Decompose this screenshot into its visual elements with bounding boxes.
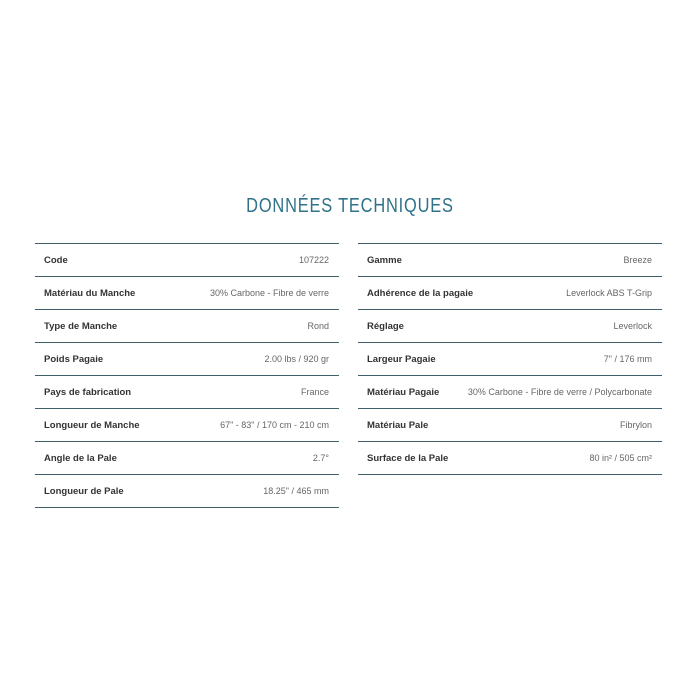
table-row (35, 475, 339, 508)
table-row (358, 376, 662, 409)
spec-label: Largeur Pagaie (367, 353, 436, 365)
spec-label: Matériau Pale (367, 419, 429, 431)
spec-label: Code (44, 254, 68, 266)
spec-label: Longueur de Manche (44, 419, 140, 431)
table-row (35, 343, 339, 376)
spec-value: Leverlock ABS T-Grip (566, 288, 652, 298)
spec-value: Leverlock (613, 321, 652, 331)
table-row (35, 376, 339, 409)
spec-label: Réglage (367, 320, 404, 332)
table-row (35, 277, 339, 310)
page-title: DONNÉES TECHNIQUES (246, 195, 454, 217)
spec-label: Longueur de Pale (44, 485, 124, 497)
spec-value: 30% Carbone - Fibre de verre / Polycarbonate (467, 387, 652, 397)
spec-label: Gamme (367, 254, 402, 266)
spec-value: 107222 (298, 255, 329, 265)
table-row (35, 409, 339, 442)
spec-label: Poids Pagaie (44, 353, 104, 365)
spec-value: 67" - 83" / 170 cm - 210 cm (220, 420, 329, 430)
spec-value: 7" / 176 mm (603, 354, 652, 364)
table-row (358, 244, 662, 277)
spec-label: Type de Manche (44, 320, 118, 332)
spec-value: 80 in² / 505 cm² (589, 453, 652, 463)
spec-value: Breeze (623, 255, 652, 265)
table-row (35, 244, 339, 277)
spec-label: Matériau du Manche (44, 287, 136, 299)
spec-value: Rond (307, 321, 329, 331)
table-row (35, 442, 339, 475)
spec-value: France (300, 387, 329, 397)
specs-table-right (358, 243, 662, 475)
table-row (358, 310, 662, 343)
table-row (358, 343, 662, 376)
spec-value: 30% Carbone - Fibre de verre (209, 288, 329, 298)
specs-table-left (35, 243, 339, 508)
table-row (35, 310, 339, 343)
spec-value: 18.25" / 465 mm (263, 486, 329, 496)
spec-label: Surface de la Pale (367, 452, 449, 464)
table-row (358, 409, 662, 442)
spec-label: Pays de fabrication (44, 386, 132, 398)
spec-label: Matériau Pagaie (367, 386, 440, 398)
table-row (358, 442, 662, 475)
table-row (358, 277, 662, 310)
spec-value: Fibrylon (619, 420, 652, 430)
spec-label: Angle de la Pale (44, 452, 117, 464)
spec-value: 2.7° (312, 453, 329, 463)
spec-value: 2.00 lbs / 920 gr (264, 354, 329, 364)
spec-label: Adhérence de la pagaie (367, 287, 474, 299)
